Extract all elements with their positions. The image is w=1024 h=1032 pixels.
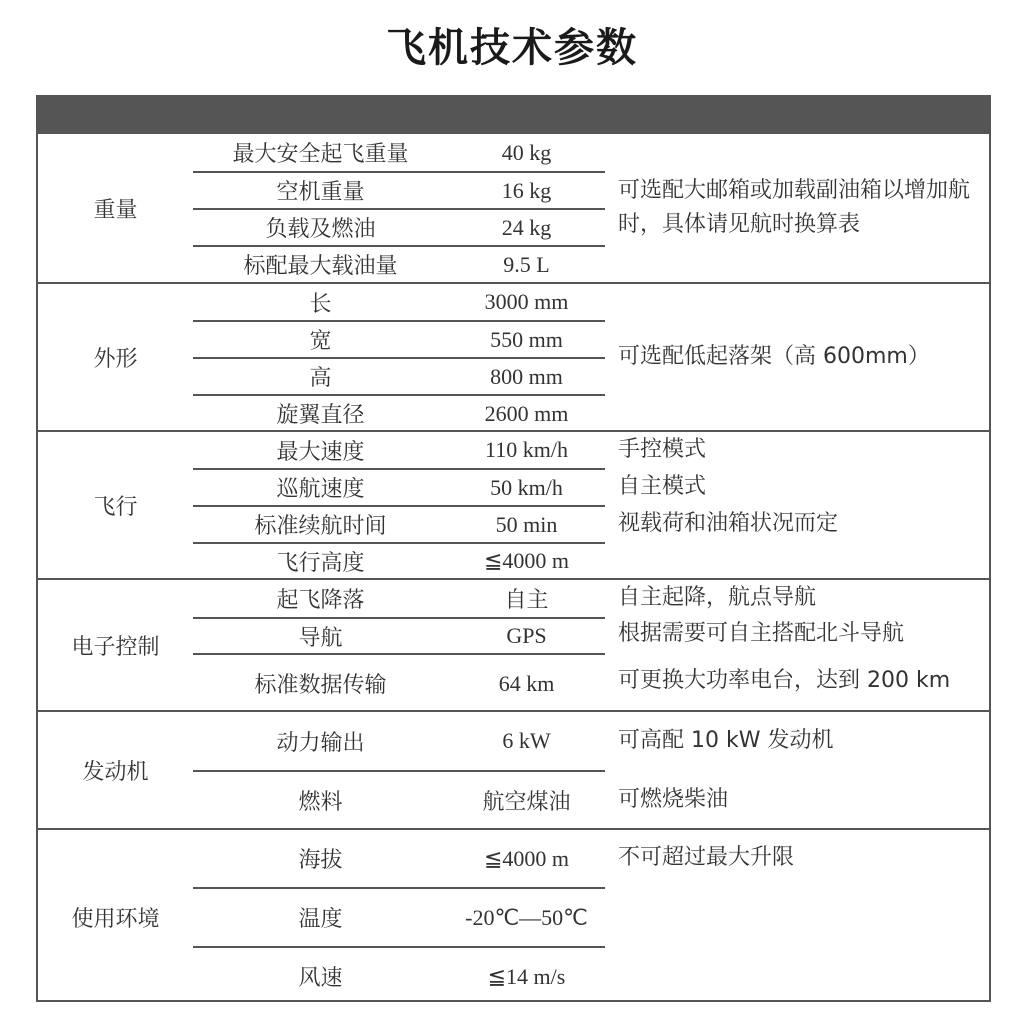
table-row bbox=[193, 171, 605, 208]
param-value: 50 km/h bbox=[490, 474, 563, 500]
table-row bbox=[193, 580, 605, 617]
param-name: 最大速度 bbox=[276, 439, 365, 465]
param-name: 高 bbox=[309, 366, 332, 391]
section-flight bbox=[38, 430, 989, 578]
note-text: 可选配大邮箱或加载副油箱以增加航时，具体请见航时换算表 bbox=[618, 178, 971, 237]
param-name: 温度 bbox=[298, 907, 343, 932]
table-row bbox=[193, 245, 605, 282]
section-environment bbox=[38, 828, 989, 1004]
table-row bbox=[193, 946, 605, 1005]
note-text: 根据需要可自主搭配北斗导航 bbox=[618, 621, 905, 646]
param-value: 550 mm bbox=[490, 326, 563, 352]
param-value: 800 mm bbox=[490, 363, 563, 389]
param-value: 110 km/h bbox=[485, 437, 568, 462]
param-value: ≦4000 m bbox=[483, 548, 570, 573]
note-text: 自主模式 bbox=[618, 474, 707, 499]
param-name: 最大安全起飞重量 bbox=[232, 142, 409, 167]
table-row bbox=[193, 432, 605, 468]
table-header-bar bbox=[38, 97, 989, 134]
section-weight bbox=[38, 134, 989, 282]
param-value: 航空煤油 bbox=[482, 788, 571, 814]
param-value: ≦4000 m bbox=[483, 845, 570, 871]
param-name: 起飞降落 bbox=[276, 588, 365, 613]
table-row bbox=[193, 208, 605, 245]
param-value: 3000 mm bbox=[484, 289, 569, 314]
param-value: 64 km bbox=[498, 670, 555, 696]
table-row bbox=[193, 712, 605, 770]
table-row bbox=[193, 653, 605, 712]
param-name: 风速 bbox=[298, 966, 343, 991]
table-row bbox=[193, 770, 605, 828]
page-title: 飞机技术参数 bbox=[386, 25, 638, 71]
note-text: 可更换大功率电台，达到 200 km bbox=[618, 668, 951, 693]
param-name: 海拔 bbox=[298, 848, 343, 873]
table-row bbox=[193, 357, 605, 394]
section-engine bbox=[38, 710, 989, 828]
category-label: 飞行 bbox=[93, 494, 138, 520]
note-text: 不可超过最大升限 bbox=[618, 845, 795, 870]
param-name: 燃料 bbox=[298, 789, 343, 815]
param-value: 24 kg bbox=[501, 214, 552, 240]
param-name: 旋翼直径 bbox=[276, 403, 365, 428]
param-value: -20℃—50℃ bbox=[465, 904, 588, 930]
table-row bbox=[193, 134, 605, 171]
category-label: 电子控制 bbox=[71, 634, 160, 660]
param-value: 自主 bbox=[504, 587, 549, 612]
category-label: 外形 bbox=[93, 346, 138, 372]
spec-table bbox=[36, 95, 991, 1002]
table-row bbox=[193, 830, 605, 887]
param-value: ≦14 m/s bbox=[487, 963, 566, 989]
param-value: 16 kg bbox=[501, 177, 552, 203]
table-row bbox=[193, 394, 605, 431]
section-dimensions bbox=[38, 282, 989, 430]
note-text: 手控模式 bbox=[618, 437, 707, 462]
param-value: 6 kW bbox=[502, 728, 551, 753]
param-value: GPS bbox=[506, 623, 547, 648]
table-row bbox=[193, 468, 605, 505]
param-name: 长 bbox=[309, 291, 332, 317]
section-electronic-control bbox=[38, 578, 989, 710]
param-name: 动力输出 bbox=[276, 730, 365, 756]
note-text: 自主起降，航点导航 bbox=[618, 585, 817, 610]
param-name: 导航 bbox=[298, 625, 343, 651]
table-row bbox=[193, 617, 605, 653]
table-row bbox=[193, 284, 605, 320]
param-name: 标配最大载油量 bbox=[243, 254, 398, 279]
table-row bbox=[193, 542, 605, 578]
table-row bbox=[193, 320, 605, 357]
table-row bbox=[193, 887, 605, 946]
category-label: 发动机 bbox=[82, 759, 149, 785]
category-label: 使用环境 bbox=[71, 906, 160, 932]
param-name: 标准续航时间 bbox=[254, 514, 387, 539]
param-name: 飞行高度 bbox=[276, 550, 365, 576]
note-text: 视载荷和油箱状况而定 bbox=[618, 511, 839, 536]
note-text: 可选配低起落架（高 600mm） bbox=[618, 344, 930, 369]
param-name: 宽 bbox=[309, 329, 332, 354]
table-row bbox=[193, 505, 605, 542]
note-text: 可燃烧柴油 bbox=[618, 787, 729, 812]
note-text: 可高配 10 kW 发动机 bbox=[618, 728, 834, 753]
param-value: 40 kg bbox=[501, 139, 552, 165]
param-name: 负载及燃油 bbox=[265, 217, 376, 242]
param-name: 巡航速度 bbox=[276, 477, 365, 502]
param-name: 标准数据传输 bbox=[254, 673, 387, 698]
param-value: 2600 mm bbox=[484, 400, 569, 426]
category-label: 重量 bbox=[93, 197, 138, 223]
param-value: 9.5 L bbox=[503, 251, 550, 277]
param-name: 空机重量 bbox=[276, 180, 365, 205]
param-value: 50 min bbox=[495, 511, 558, 537]
